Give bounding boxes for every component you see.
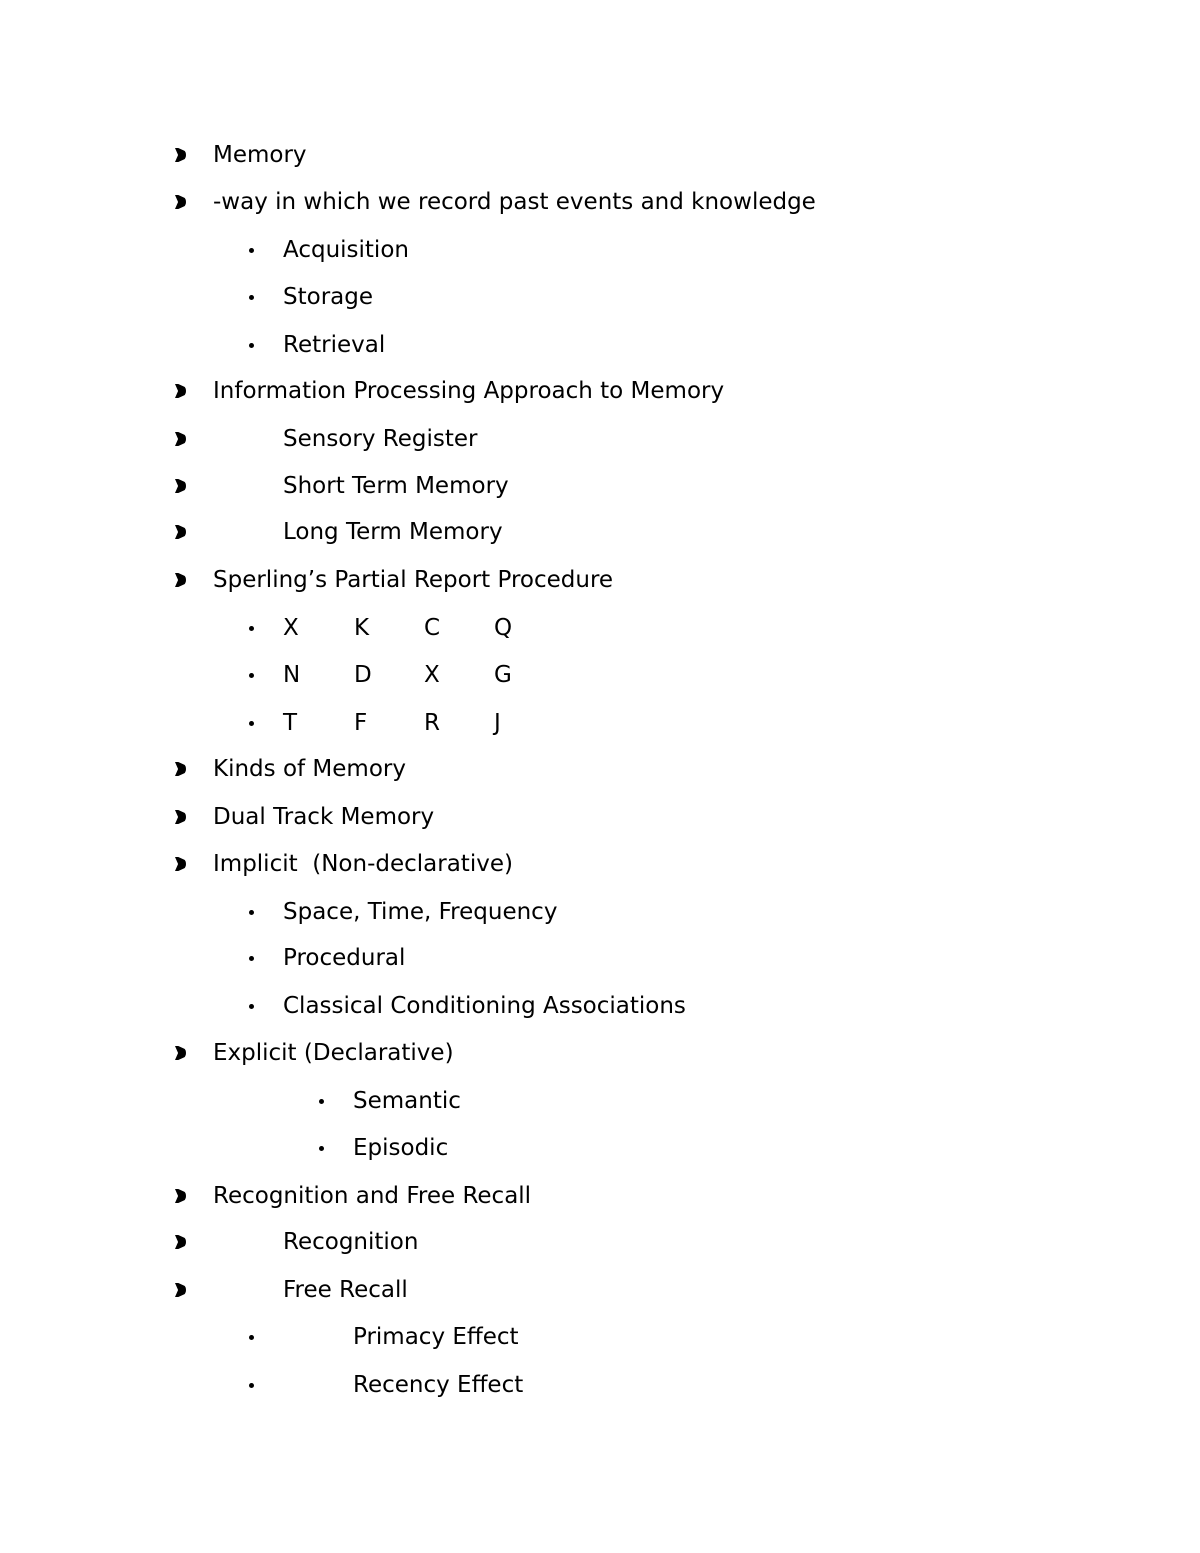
item-text: Retrieval <box>283 332 386 358</box>
item-text: Information Processing Approach to Memory <box>213 378 725 404</box>
arrow-bullet-icon <box>175 512 189 552</box>
letter-cell: C <box>424 615 441 641</box>
arrow-bullet-icon <box>175 797 189 837</box>
arrow-bullet-icon <box>175 135 189 175</box>
dot-bullet-icon <box>247 938 257 978</box>
arrow-bullet-icon <box>175 1033 189 1073</box>
list-item <box>0 230 1200 270</box>
arrow-bullet-icon <box>175 182 189 222</box>
letter-cell: K <box>354 615 370 641</box>
item-text: Dual Track Memory <box>213 804 435 830</box>
list-item <box>0 560 1200 600</box>
item-text: Sperling’s Partial Report Procedure <box>213 567 614 593</box>
list-item <box>0 986 1200 1026</box>
dot-bullet-icon <box>247 986 257 1026</box>
letter-cell: N <box>283 662 301 688</box>
arrow-bullet-icon <box>175 1176 189 1216</box>
letter-cell: Q <box>494 615 513 641</box>
item-text: Recency Effect <box>353 1372 524 1398</box>
list-item <box>0 1270 1200 1310</box>
arrow-bullet-icon <box>175 749 189 789</box>
arrow-bullet-icon <box>175 560 189 600</box>
list-item <box>0 892 1200 932</box>
arrow-bullet-icon <box>175 844 189 884</box>
arrow-bullet-icon <box>175 1270 189 1310</box>
item-text: Recognition and Free Recall <box>213 1183 532 1209</box>
dot-bullet-icon <box>247 325 257 365</box>
item-text: Classical Conditioning Associations <box>283 993 686 1019</box>
item-text: -way in which we record past events and knowledge <box>213 189 816 215</box>
list-item <box>0 1222 1200 1262</box>
dot-bullet-icon <box>247 1317 257 1357</box>
arrow-bullet-icon <box>175 419 189 459</box>
list-item <box>0 938 1200 978</box>
item-text: Short Term Memory <box>283 473 509 499</box>
letter-cell: J <box>494 710 501 736</box>
item-text: Implicit (Non-declarative) <box>213 851 513 877</box>
list-item <box>0 749 1200 789</box>
list-item <box>0 1081 1200 1121</box>
list-item <box>0 1317 1200 1357</box>
item-text: Procedural <box>283 945 406 971</box>
list-item <box>0 1128 1200 1168</box>
list-item <box>0 1033 1200 1073</box>
list-item <box>0 844 1200 884</box>
letter-cell: X <box>283 615 299 641</box>
list-item <box>0 182 1200 222</box>
arrow-bullet-icon <box>175 466 189 506</box>
dot-bullet-icon <box>247 608 257 648</box>
letter-row <box>0 703 1200 743</box>
item-text: Semantic <box>353 1088 461 1114</box>
list-item <box>0 135 1200 175</box>
letter-row <box>0 608 1200 648</box>
item-text: Episodic <box>353 1135 449 1161</box>
letter-row <box>0 655 1200 695</box>
dot-bullet-icon <box>247 1365 257 1405</box>
item-text: Long Term Memory <box>283 519 503 545</box>
list-item <box>0 371 1200 411</box>
item-text: Memory <box>213 142 307 168</box>
dot-bullet-icon <box>247 655 257 695</box>
dot-bullet-icon <box>247 230 257 270</box>
item-text: Free Recall <box>283 1277 408 1303</box>
letter-cell: D <box>354 662 372 688</box>
list-item <box>0 277 1200 317</box>
list-item <box>0 466 1200 506</box>
dot-bullet-icon <box>247 703 257 743</box>
list-item <box>0 512 1200 552</box>
letter-cell: X <box>424 662 440 688</box>
arrow-bullet-icon <box>175 371 189 411</box>
dot-bullet-icon <box>317 1128 327 1168</box>
item-text: Explicit (Declarative) <box>213 1040 454 1066</box>
item-text: Primacy Effect <box>353 1324 519 1350</box>
letter-cell: R <box>424 710 440 736</box>
letter-cell: G <box>494 662 512 688</box>
list-item <box>0 1176 1200 1216</box>
list-item <box>0 419 1200 459</box>
dot-bullet-icon <box>247 277 257 317</box>
list-item <box>0 325 1200 365</box>
item-text: Acquisition <box>283 237 409 263</box>
letter-cell: T <box>283 710 298 736</box>
arrow-bullet-icon <box>175 1222 189 1262</box>
item-text: Sensory Register <box>283 426 478 452</box>
item-text: Space, Time, Frequency <box>283 899 558 925</box>
item-text: Recognition <box>283 1229 419 1255</box>
list-item <box>0 1365 1200 1405</box>
dot-bullet-icon <box>247 892 257 932</box>
dot-bullet-icon <box>317 1081 327 1121</box>
list-item <box>0 797 1200 837</box>
item-text: Storage <box>283 284 373 310</box>
item-text: Kinds of Memory <box>213 756 406 782</box>
letter-cell: F <box>354 710 368 736</box>
